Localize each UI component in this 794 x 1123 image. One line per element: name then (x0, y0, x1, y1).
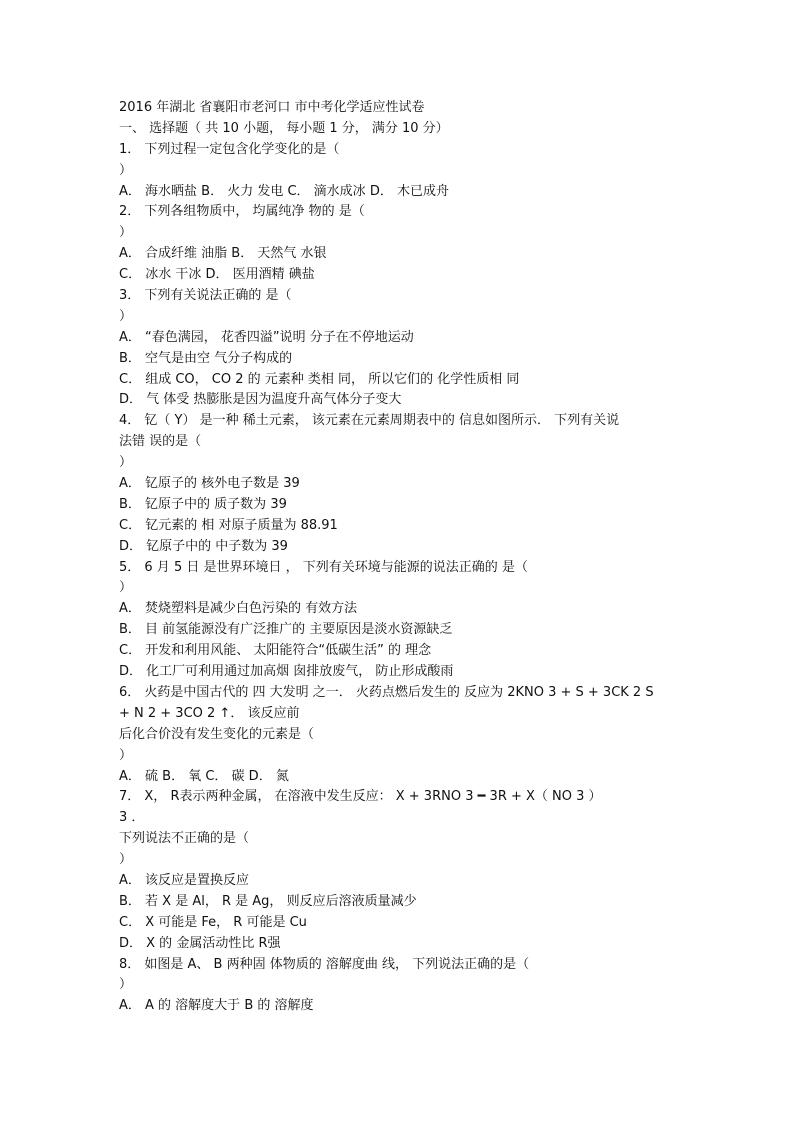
text-line: A． 合成纤维 油脂 B． 天然气 水银 (119, 246, 327, 262)
text-line: + N 2 + 3CO 2 ↑． 该反应前 (119, 705, 300, 721)
text-line: D． 气 体受 热膨胀是因为温度升高气体分子变大 (119, 392, 402, 408)
text-line: ） (119, 162, 133, 178)
text-line: C． 钇元素的 相 对原子质量为 88.91 (119, 517, 338, 533)
text-line: 1． 下列过程一定包含化学变化的是（ (119, 141, 340, 157)
text-line: A． 焚烧塑料是减少白色污染的 有效方法 (119, 601, 358, 617)
text-line: D． 钇原子中的 中子数为 39 (119, 538, 288, 554)
section-heading: 一、 选择题（ 共 10 小题， 每小题 1 分， 满分 10 分） (119, 120, 449, 136)
exam-content (119, 98, 699, 1017)
text-line: B． 空气是由空 气分子构成的 (119, 350, 293, 366)
text-line: ） (119, 977, 133, 993)
text-line: B． 目 前氢能源没有广泛推广的 主要原因是淡水资源缺乏 (119, 622, 453, 638)
text-line: A． 海水晒盐 B． 火力 发电 C． 滴水成冰 D． 木已成舟 (119, 183, 449, 199)
text-line: C． 组成 CO， CO 2 的 元素种 类相 同， 所以它们的 化学性质相 同 (119, 371, 520, 387)
text-line: B． 若 X 是 Al， R 是 Ag， 则反应后溶液质量减少 (119, 893, 417, 909)
text-line: 2． 下列各组物质中， 均属纯净 物的 是（ (119, 204, 365, 220)
exam-title: 2016 年湖北 省襄阳市老河口 市中考化学适应性试卷 (119, 100, 425, 115)
text-line: 法错 误的是（ (119, 434, 202, 450)
text-line: ） (119, 225, 133, 241)
text-line: 下列说法不正确的是（ (119, 831, 250, 847)
text-line: 5． 6 月 5 日 是世界环境日 ， 下列有关环境与能源的说法正确的 是（ (119, 559, 528, 575)
text-line: A． 钇原子的 核外电子数是 39 (119, 476, 300, 492)
text-line: C． X 可能是 Fe， R 可能是 Cu (119, 914, 307, 930)
text-line: A． 该反应是置换反应 (119, 872, 250, 888)
question-lines (119, 140, 699, 1017)
text-line: ） (119, 455, 133, 471)
text-line: 3． 下列有关说法正确的 是（ (119, 288, 292, 304)
text-line: D． 化工厂可利用通过加高烟 囱排放废气， 防止形成酸雨 (119, 664, 454, 680)
text-line: ） (119, 580, 133, 596)
text-line: 4． 钇（ Y） 是一种 稀土元素， 该元素在元素周期表中的 信息如图所示． 下列有关说 (119, 413, 620, 429)
text-line: C． 开发和利用风能、 太阳能符合“低碳生活” 的 理念 (119, 643, 432, 659)
text-line: A． A 的 溶解度大于 B 的 溶解度 (119, 998, 314, 1014)
text-line: 后化合价没有发生变化的元素是（ (119, 726, 315, 742)
text-line: C． 冰水 干冰 D． 医用酒精 碘盐 (119, 267, 315, 283)
text-line: 6． 火药是中国古代的 四 大发明 之一． 火药点燃后发生的 反应为 2KNO 3 + S + 3CK 2 S (119, 684, 654, 700)
text-line: A． “春色满园， 花香四溢”说明 分子在不停地运动 (119, 329, 414, 345)
text-line: 8． 如图是 A、 B 两种固 体物质的 溶解度曲 线， 下列说法正确的是（ (119, 956, 530, 972)
text-line: ） (119, 852, 133, 868)
text-line: 7． X， R表示两种金属， 在溶液中发生反应： X + 3RNO 3 ━ 3R + X（ NO 3 ） (119, 789, 602, 805)
text-line: ） (119, 308, 133, 324)
text-line: ） (119, 747, 133, 763)
text-line: A． 硫 B． 氧 C． 碳 D． 氮 (119, 768, 289, 784)
text-line: B． 钇原子中的 质子数为 39 (119, 496, 287, 512)
text-line: 3 ． (119, 810, 145, 826)
text-line: D． X 的 金属活动性比 R强 (119, 935, 281, 951)
